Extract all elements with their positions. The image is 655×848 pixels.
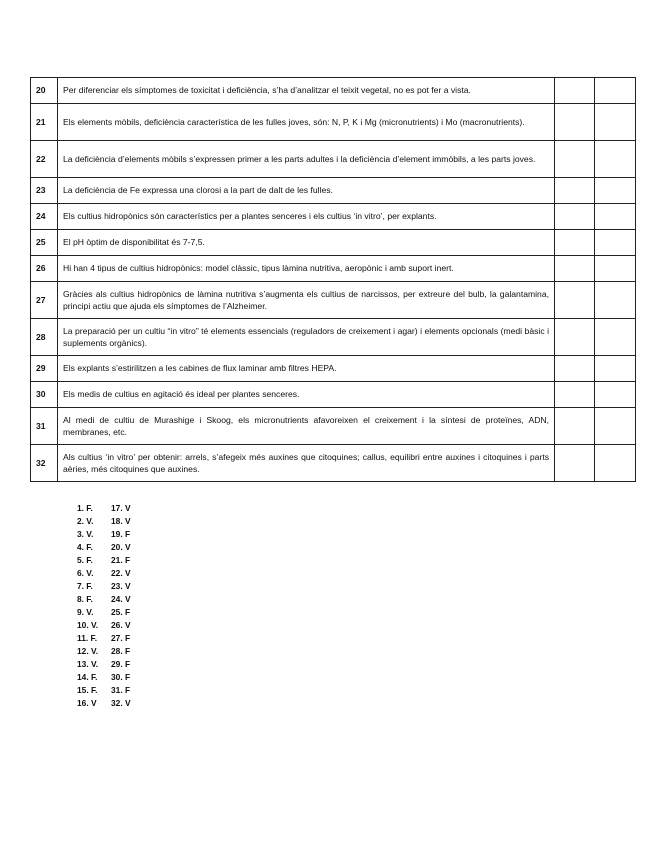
question-statement: La deficiència de Fe expressa una clorosi a la part de dalt de les fulles. [58, 178, 555, 204]
answer-row [77, 554, 131, 567]
answer-row [77, 593, 131, 606]
question-number: 28 [31, 319, 58, 356]
answer-right: 29. F [111, 659, 131, 669]
question-row [31, 78, 636, 104]
answer-left: 7. F. [77, 581, 93, 591]
answer-box-true[interactable] [555, 230, 595, 256]
question-number: 22 [31, 141, 58, 178]
questions-table [30, 77, 636, 482]
answer-row [77, 515, 131, 528]
answer-box-false[interactable] [595, 104, 636, 141]
question-number: 29 [31, 356, 58, 382]
answer-box-false[interactable] [595, 256, 636, 282]
answer-right: 30. F [111, 672, 131, 682]
question-statement: Per diferenciar els símptomes de toxicitat i deficiència, s’ha d’analitzar el teixit vegetal, no es pot fer a vista. [58, 78, 555, 104]
answer-right: 24. V [111, 594, 131, 604]
answer-right: 18. V [111, 516, 131, 526]
question-number: 26 [31, 256, 58, 282]
question-row [31, 282, 636, 319]
answer-box-false[interactable] [595, 204, 636, 230]
answer-row [77, 684, 131, 697]
answer-row [77, 567, 131, 580]
answer-left: 1. F. [77, 503, 93, 513]
answer-right: 21. F [111, 555, 131, 565]
answer-left: 2. V. [77, 516, 94, 526]
answer-box-false[interactable] [595, 408, 636, 445]
answer-box-false[interactable] [595, 141, 636, 178]
answer-left: 5. F. [77, 555, 93, 565]
question-statement: Gràcies als cultius hidropònics de làmina nutritiva s’augmenta els cultius de narcissos, per extreure del bulb, la galantamina, principi actiu que ajuda els símptomes de l’Alzheimer. [58, 282, 555, 319]
question-row [31, 104, 636, 141]
answer-box-false[interactable] [595, 230, 636, 256]
question-number: 23 [31, 178, 58, 204]
answer-left: 3. V. [77, 529, 94, 539]
answer-row [77, 619, 131, 632]
question-statement: Els medis de cultius en agitació és ideal per plantes senceres. [58, 382, 555, 408]
answer-box-true[interactable] [555, 282, 595, 319]
question-number: 31 [31, 408, 58, 445]
answer-row [77, 632, 131, 645]
question-number: 32 [31, 445, 58, 482]
answer-left: 12. V. [77, 646, 99, 656]
answer-box-false[interactable] [595, 78, 636, 104]
answer-right: 22. V [111, 568, 131, 578]
answer-left: 10. V. [77, 620, 99, 630]
question-number: 20 [31, 78, 58, 104]
answer-right: 31. F [111, 685, 131, 695]
answer-box-true[interactable] [555, 382, 595, 408]
answer-left: 15. F. [77, 685, 98, 695]
answer-left: 11. F. [77, 633, 98, 643]
answer-row [77, 671, 131, 684]
answer-box-false[interactable] [595, 282, 636, 319]
answer-right: 23. V [111, 581, 131, 591]
question-statement: Al medi de cultiu de Murashige i Skoog, els micronutrients afavoreixen el creixement i la síntesi de proteïnes, ADN, membranes, etc. [58, 408, 555, 445]
answer-row [77, 645, 131, 658]
answer-box-true[interactable] [555, 319, 595, 356]
question-row [31, 319, 636, 356]
question-row [31, 204, 636, 230]
answer-box-false[interactable] [595, 356, 636, 382]
question-number: 30 [31, 382, 58, 408]
answer-box-true[interactable] [555, 256, 595, 282]
answer-box-false[interactable] [595, 319, 636, 356]
answer-right: 17. V [111, 503, 131, 513]
answer-right: 19. F [111, 529, 131, 539]
question-row [31, 256, 636, 282]
answer-row [77, 658, 131, 671]
answer-right: 26. V [111, 620, 131, 630]
question-statement: Hi han 4 tipus de cultius hidropònics: model clàssic, tipus làmina nutritiva, aeropònic i amb suport inert. [58, 256, 555, 282]
question-statement: Els explants s’estirilitzen a les cabines de flux laminar amb filtres HEPA. [58, 356, 555, 382]
answer-right: 27. F [111, 633, 131, 643]
answer-box-true[interactable] [555, 178, 595, 204]
answer-right: 20. V [111, 542, 131, 552]
answer-left: 14. F. [77, 672, 98, 682]
answer-right: 25. F [111, 607, 131, 617]
answer-left: 6. V. [77, 568, 94, 578]
answer-row [77, 528, 131, 541]
answer-row [77, 606, 131, 619]
question-number: 27 [31, 282, 58, 319]
question-row [31, 408, 636, 445]
answer-left: 8. F. [77, 594, 93, 604]
answer-right: 32. V [111, 698, 131, 708]
answer-box-true[interactable] [555, 356, 595, 382]
question-statement: La preparació per un cultiu “in vitro” té elements essencials (reguladors de creixement i agar) i elements opcionals (medi bàsic i suplements orgànics). [58, 319, 555, 356]
answer-box-true[interactable] [555, 104, 595, 141]
answer-left: 16. V [77, 698, 97, 708]
answer-row [77, 697, 131, 710]
question-row [31, 382, 636, 408]
answer-row [77, 580, 131, 593]
answer-box-true[interactable] [555, 78, 595, 104]
question-statement: Als cultius ‘in vitro’ per obtenir: arrels, s’afegeix més auxines que citoquines; callus, equilibri entre auxines i citoquines i parts aèries, més citoquines que auxines. [58, 445, 555, 482]
question-number: 24 [31, 204, 58, 230]
question-statement: El pH òptim de disponibilitat és 7-7,5. [58, 230, 555, 256]
answer-box-true[interactable] [555, 204, 595, 230]
question-statement: Els cultius hidropònics són característics per a plantes senceres i els cultius ‘in vitro’, per explants. [58, 204, 555, 230]
answer-row [77, 541, 131, 554]
answer-row [77, 502, 131, 515]
question-number: 21 [31, 104, 58, 141]
question-statement: La deficiència d’elements mòbils s’expressen primer a les parts adultes i la deficiència d’element immòbils, a les parts joves. [58, 141, 555, 178]
question-statement: Els elements mòbils, deficiència característica de les fulles joves, són: N, P, K i Mg (micronutrients) i Mo (macronutrients). [58, 104, 555, 141]
question-row [31, 356, 636, 382]
answer-box-true[interactable] [555, 408, 595, 445]
question-row [31, 141, 636, 178]
answer-box-false[interactable] [595, 178, 636, 204]
question-row [31, 445, 636, 482]
answer-left: 9. V. [77, 607, 94, 617]
answer-key [77, 502, 131, 710]
answer-right: 28. F [111, 646, 131, 656]
answer-box-false[interactable] [595, 382, 636, 408]
answer-left: 13. V. [77, 659, 99, 669]
question-row [31, 178, 636, 204]
answer-box-false[interactable] [595, 445, 636, 482]
answer-left: 4. F. [77, 542, 93, 552]
question-number: 25 [31, 230, 58, 256]
answer-box-true[interactable] [555, 141, 595, 178]
answer-box-true[interactable] [555, 445, 595, 482]
question-row [31, 230, 636, 256]
